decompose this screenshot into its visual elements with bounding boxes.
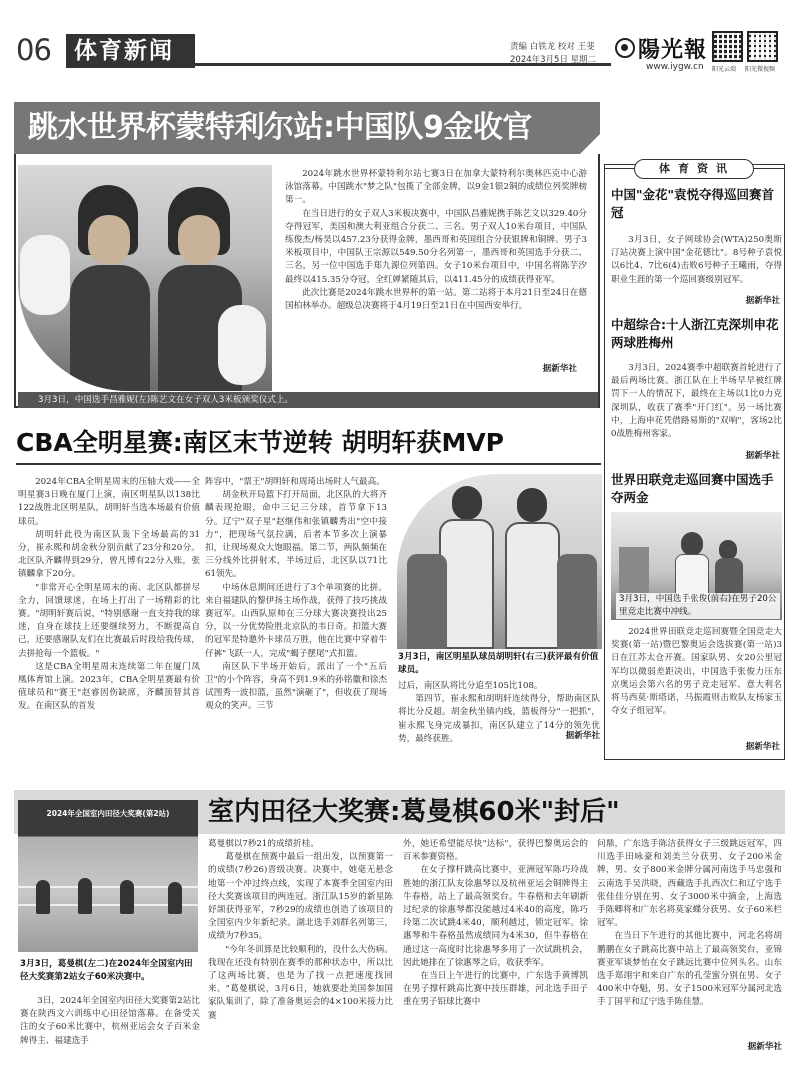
sidebar-item-body	[611, 362, 782, 441]
diving-source: 据新华社	[542, 364, 577, 374]
sidebar-item-body	[611, 234, 782, 287]
athletics-caption: 3月3日，葛曼棋(左二)在2024年全国室内田径大奖赛第2站女子60米决赛中。	[20, 959, 193, 982]
paragraph: 葛曼棋在预赛中最后一组出发，以预赛第一的成绩(7秒26)晋级决赛。决赛中，她毫无悬念地第一个冲过终点线，实现了本赛季全国室内田径大奖赛该项目的两连冠。浙江队15岁的新星陈妤颉获得亚军，7秒29的成绩也创造了该项目的全国室内少年新纪录。湖北选手刘群名列第三，成绩为7秒35。	[208, 852, 393, 942]
paragraph: 在当日上午进行的比赛中，广东选手黄博凯在男子撑杆跳高比赛中技压群雄，河北选手田子重在男子铅球比赛中	[403, 971, 588, 1008]
paragraph: 胡明轩此役为南区队轰下全场最高的31分，崔永熙和胡金秋分别贡献了23分和20分。北区队齐麟得到29分，曾凡博有22分入账，张镇麟拿下20分。	[18, 529, 200, 580]
sidebar-item-source: 据新华社	[745, 296, 780, 306]
paragraph: 2024年CBA全明星周末的压轴大戏——全明星赛3日晚在厦门上演，南区明星队以138比122战胜北区明星队，胡明轩当选本场最有价值球员。	[18, 477, 200, 527]
athletics-column-4	[597, 838, 782, 1010]
sidebar-item-title: 中国"金花"袁悦夺得巡回赛首冠	[611, 187, 775, 220]
paragraph: 3日，2024年全国室内田径大奖赛第2站比赛在陕西文六训练中心田径馆落幕。在备受关注的女子60米比赛中，杭州亚运会女子百米金牌得主、福建选手	[20, 996, 200, 1046]
paragraph: 中场休息期间还进行了3个单项赛的比拼。来自福建队的黎伊扬主场作战，获得了技巧挑战赛冠军。山西队原帅在三分球大赛决赛投出25分，以一分优势险胜北京队的韦日奇。扣篮大赛的冠军是特邀外卡球员万胜，他在比赛中穿着牛仔裤"飞跃一人，完成"蝎子摆尾"式扣篮。	[205, 582, 387, 659]
paragraph: "非常开心全明星周末的南、北区队都拼尽全力，回馈球迷，在场上打出了一场精彩的比赛。"胡明轩赛后说，"特别感谢一直支持我的球迷，自身在球技上还要继续努力，不断提高自己，还要感谢队友们在比赛最后时段给我传球，去拼抢每一个篮板。"	[18, 582, 200, 659]
cba-photo	[397, 474, 602, 649]
paragraph: 2024年跳水世界杯蒙特利尔站七赛3日在加拿大蒙特利尔奥林匹克中心游泳馆落幕。中国跳水"梦之队"包揽了全部金牌，以9金1银2铜的成绩位列奖牌榜第一。	[285, 169, 587, 206]
header-url: www.iygw.cn	[646, 62, 704, 72]
section-title: 体育新闻	[66, 34, 195, 68]
sidebar-item-source: 据新华社	[745, 742, 780, 752]
paragraph: 阵容中，"票王"胡明轩和周琦出场时人气最高。	[205, 477, 385, 487]
paragraph: 过后，南区队将比分追至105比108。	[398, 681, 543, 691]
sidebar-item-source: 据新华社	[745, 451, 780, 461]
newspaper-brand: 陽光報	[638, 37, 708, 63]
cba-column-2	[205, 476, 387, 714]
diving-body	[285, 168, 587, 313]
athletics-headline: 室内田径大奖赛:葛曼棋60米"封后"	[208, 797, 620, 827]
diving-headline: 跳水世界杯蒙特利尔站:中国队9金收官	[14, 102, 600, 154]
paragraph: 第四节，崔永熙和胡明轩连续得分，帮助南区队将比分反超。胡金秋坐镇内线，篮板得分"一把抓"，崔永熙飞身完成暴扣，南区队建立了14分的领先优势，最终获胜。	[398, 694, 600, 744]
athletics-lead	[20, 995, 200, 1048]
qr-label-cloud: 阳光云端	[712, 66, 737, 73]
cba-source: 据新华社	[565, 731, 600, 741]
paragraph: 问鼎，广东选手陈洁获得女子三级跳远冠军，四川选手田咏豪和刘美兰分获男、女子200米金牌，男、女子800米金牌分属河南选手马忠强和云南选手吴洪晓，西藏选手扎西次仁和辽宁选手张佳佳分别在男、女子3000米中摘金，上海选手陈卿将和广东名将莫家蝶分获男、女子60米栏冠军。	[597, 839, 782, 929]
sidebar-item-body	[611, 626, 782, 718]
cba-headline-rule	[16, 463, 601, 465]
paragraph: 3月3日，2024赛季中超联赛首轮进行了最后两场比赛。浙江队在上半场早早被红牌罚下一人的情况下，最终在主场以1比0力克深圳队，收获了赛季"开门红"。另一场比赛中，上海申花凭借路易斯的"双响"，客场2比0战胜梅州客家。	[611, 363, 782, 440]
racewalk-caption: 3月3日，中国选手张俊(前右)在男子20公里竞走比赛中冲线。	[616, 593, 780, 619]
paragraph: 在当日进行的女子双人3米板决赛中，中国队昌雅妮携手陈艺文以329.40分夺得冠军，美国和澳大利亚组合分获二、三名。男子双人10米台项目，中国队练俊杰/杨昊以457.23分获得金牌，墨西哥和英国组合分获银牌和铜牌。男子3米板项目中，中国队王宗源以549.50分名列第一，墨西哥和英国选手分获二、三名，另一位中国选手郑九源位列第四。女子10米台项目中，中国名将陈芋汐最终以415.35分夺冠，全红婵紧随其后，以411.45分的成绩获得亚军。	[285, 208, 587, 285]
sidebar-header: 体育资讯	[634, 159, 754, 179]
athletics-source: 据新华社	[747, 1042, 782, 1052]
header-editor: 责编 白铁龙 校对 王斐	[510, 42, 595, 52]
paragraph: 这是CBA全明星周末连续第二年在厦门凤凰体育馆上演。2023年，CBA全明星赛最有价值球员和"赛王"赵睿因伤缺席，齐麟顶替其首发。在南区队的首发	[18, 661, 200, 712]
cba-caption: 3月3日，南区明星队球员胡明轩(右三)获评最有价值球员。	[398, 652, 599, 675]
sidebar-item-title: 中超综合:十人浙江克深圳申花两球胜梅州	[611, 317, 779, 350]
paragraph: 外，她还希望能尽快"达标"，获得巴黎奥运会的百米参赛资格。	[403, 839, 588, 863]
paragraph: 南区队下半场开始后，派出了一个"五后卫"的小个阵容，身高不到1.9米的孙铭徽和徐杰试图秀一波扣篮，虽然"演砸了"，但收获了现场观众的笑声。三节	[205, 661, 387, 712]
diving-headline-corner	[580, 134, 600, 154]
diving-caption: 3月3日，中国选手昌雅妮(左)陈艺文在女子双人3米板颁奖仪式上。	[18, 392, 598, 408]
qr-code-icon	[714, 33, 741, 60]
qr-label-video: 阳光微视频	[745, 66, 776, 73]
page-number: 06	[16, 33, 51, 67]
paragraph: 2024世界田联竞走巡回赛暨全国竞走大奖赛(第一站)暨巴黎奥运会选拔赛(第一站)3日在江苏太仓开赛。国家队男、女20公里冠军均以微弱差距决出，中国选手张俊力压东京奥运会第六名的男子竞走冠军、意大利名将马西莫·斯塔诺，马振霞则击败队友杨家玉夺女子组冠军。	[611, 627, 782, 717]
paragraph: 在当日下午进行的其他比赛中，河北名将胡鹏鹏在女子跳高比赛中站上了最高领奖台，亚锦赛亚军谈梦怡在女子跳远比赛中位列头名。山东选手郑翊宇和来自广东的孔莹蜜分别在男、女子400米中夺魁，男、女子1500米冠军分属河北选手丁国平和辽宁选手陈佳慧。	[597, 931, 782, 1008]
paragraph: 3月3日，女子网球协会(WTA)250奥斯汀站决赛上演中国"金花德比"。8号种子袁悦以6比4、7比6(4)击败6号种子王曦雨，夺得职业生涯的第一个巡回赛级别冠军。	[611, 235, 782, 285]
diving-photo	[18, 165, 272, 391]
paragraph: 葛曼棋以7秒21的成绩折桂。	[208, 839, 319, 849]
paragraph: 此次比赛是2024年跳水世界杯的第一站。第二站将于本月21日至24日在德国柏林举办。超级总决赛将于4月19日至21日在中国西安举行。	[285, 287, 587, 312]
paragraph: 在女子撑杆跳高比赛中，亚洲冠军陈巧玲战胜她的浙江队友徐惠琴以及杭州亚运会铜牌得主牛春格，站上了最高领奖台。牛春格和去年刷新过纪录的徐惠琴都没能越过4米40的高度，陈巧玲第二次试跳4米40，顺利越过，锁定冠军。徐惠琴和牛春格虽然成绩同为4米30，但牛春格在通过这一高度时比徐惠琴多用了一次试跳机会，因此她排在了徐惠琴之后，收获季军。	[403, 865, 588, 968]
athletics-photo	[18, 800, 198, 952]
cba-headline: CBA全明星赛:南区末节逆转 胡明轩获MVP	[16, 428, 505, 457]
paragraph: "今年冬训算是比较顺利的，没什么大伤病。我现在还没有特别在赛季的那种状态中，所以比了这两场比赛，也是为了找一点把速度找回来。"葛曼棋说，3月6日，她就要赴美国参加国家队集训了，除了准备奥运会的4×100米接力比赛	[208, 944, 393, 1021]
header-date: 2024年3月5日 星期二	[510, 55, 597, 65]
paragraph: 胡金秋开局篮下打开局面，北区队的大将齐麟表现抢眼，命中三记三分球，首节拿下13分。辽宁"双子星"赵继伟和张镇麟秀出"空中接力"，把现场气氛拉满，后者本节多次上演暴扣，让现场观众大饱眼福。第二节，两队频频在三分线外比拼射术，半场过后，北区队以71比61领先。	[205, 490, 387, 580]
qr-code-icon	[749, 33, 776, 60]
athletics-column-2	[208, 838, 393, 1023]
sun-logo-icon	[615, 38, 635, 58]
athletics-column-3	[403, 838, 588, 1010]
sidebar-item-title: 世界田联竞走巡回赛中国选手夺两金	[611, 472, 774, 505]
cba-column-1	[18, 476, 200, 714]
athletics-banner: 2024年全国室内田径大奖赛(第2站)	[46, 809, 170, 818]
